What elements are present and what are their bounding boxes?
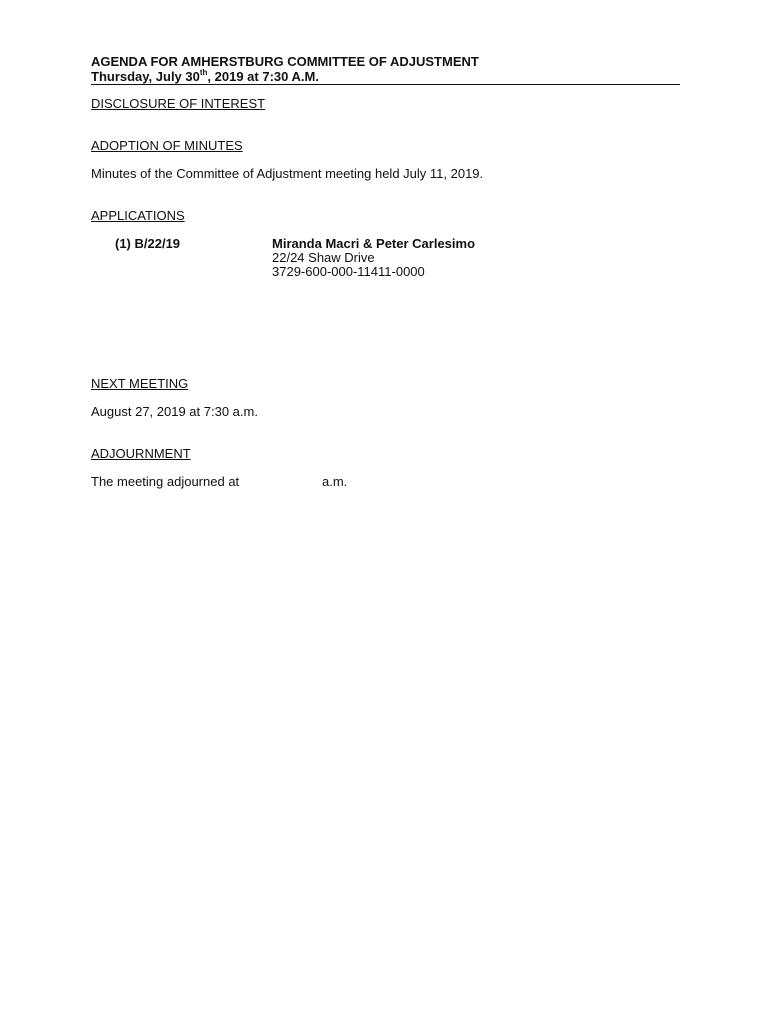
- application-address: 22/24 Shaw Drive: [272, 250, 375, 265]
- adjournment-heading: ADJOURNMENT: [91, 446, 191, 461]
- disclosure-heading: DISCLOSURE OF INTEREST: [91, 96, 266, 111]
- meeting-date-suffix: , 2019 at 7:30 A.M.: [207, 69, 319, 84]
- agenda-title-block: [91, 54, 680, 85]
- minutes-text: Minutes of the Committee of Adjustment meeting held July 11, 2019.: [91, 166, 484, 181]
- agenda-title: AGENDA FOR AMHERSTBURG COMMITTEE OF ADJUSTMENT: [91, 54, 479, 69]
- meeting-date-prefix: Thursday, July 30: [91, 69, 200, 84]
- applicant-name: Miranda Macri & Peter Carlesimo: [272, 236, 476, 251]
- application-roll-number: 3729-600-000-11411-0000: [272, 264, 425, 279]
- adjournment-text-after: a.m.: [322, 474, 348, 489]
- application-number: (1) B/22/19: [115, 236, 181, 251]
- meeting-date-line: [91, 69, 680, 85]
- minutes-heading: ADOPTION OF MINUTES: [91, 138, 243, 153]
- next-meeting-heading: NEXT MEETING: [91, 376, 189, 391]
- applications-heading: APPLICATIONS: [91, 208, 185, 223]
- next-meeting-text: August 27, 2019 at 7:30 a.m.: [91, 404, 258, 419]
- adjournment-text-before: The meeting adjourned at: [91, 474, 240, 489]
- meeting-date-ordinal: th: [199, 67, 208, 77]
